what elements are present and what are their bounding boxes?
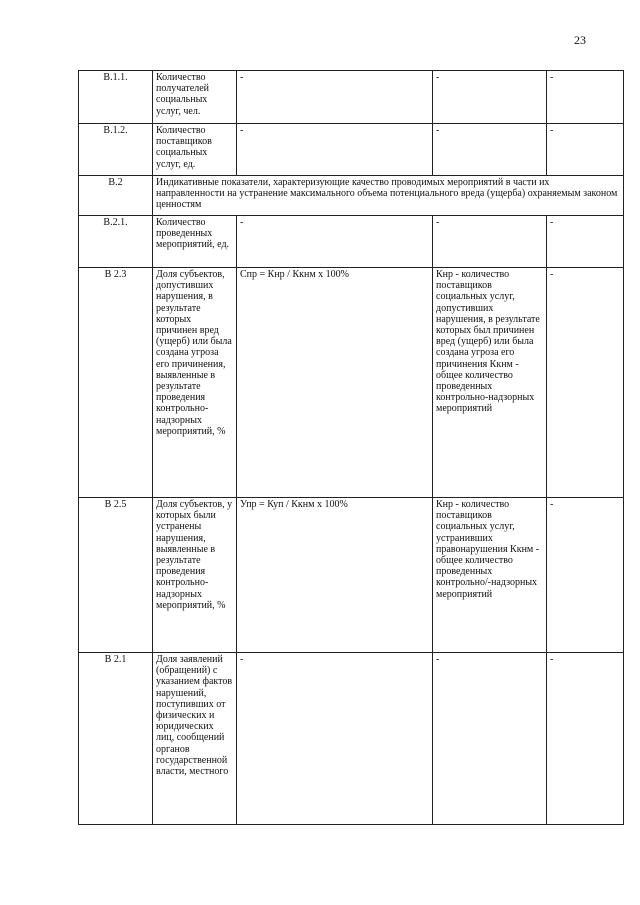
row-code: В 2.1 — [79, 653, 153, 825]
row-extra: - — [547, 268, 624, 498]
row-indicator-name: Количество получателей социальных услуг, чел. — [153, 71, 237, 124]
row-code: В 2.3 — [79, 268, 153, 498]
section-code: В.2 — [79, 176, 153, 216]
row-formula: - — [237, 653, 433, 825]
table-row — [79, 268, 624, 498]
indicators-table — [78, 70, 624, 825]
row-indicator-name: Доля субъектов, у которых были устранены нарушения, выявленные в результате проведения контрольно-надзорных мероприятий, % — [153, 498, 237, 653]
section-title: Индикативные показатели, характеризующие качество проводимых мероприятий в части их направленности на устранение максимального объема потенциального вреда (ущерба) охраняемым законом ценностям — [153, 176, 624, 216]
row-code: В 2.5 — [79, 498, 153, 653]
row-explanation: Кнр - количество поставщиков социальных услуг, допустивших нарушения, в результате которых был причинен вред (ущерб) или была создана угроза его причинения Ккнм - общее количество проведенных контрольно-надзорных мероприятий — [433, 268, 547, 498]
row-formula: Спр = Кнр / Ккнм х 100% — [237, 268, 433, 498]
table-row — [79, 216, 624, 268]
table-row — [79, 653, 624, 825]
row-indicator-name: Количество проведенных мероприятий, ед. — [153, 216, 237, 268]
row-code: В.1.2. — [79, 124, 153, 176]
row-code: В.1.1. — [79, 71, 153, 124]
row-extra: - — [547, 216, 624, 268]
table-row — [79, 71, 624, 124]
row-explanation: Кнр - количество поставщиков социальных услуг, устранивших правонарушения Ккнм - общее количество проведенных контрольно/-надзорных мероприятий — [433, 498, 547, 653]
section-row — [79, 176, 624, 216]
row-explanation: - — [433, 216, 547, 268]
row-formula: - — [237, 216, 433, 268]
row-formula: - — [237, 124, 433, 176]
page-number: 23 — [574, 33, 586, 47]
row-indicator-name: Количество поставщиков социальных услуг, ед. — [153, 124, 237, 176]
row-extra: - — [547, 71, 624, 124]
row-extra: - — [547, 124, 624, 176]
row-formula: - — [237, 71, 433, 124]
row-explanation: - — [433, 124, 547, 176]
row-extra: - — [547, 498, 624, 653]
row-explanation: - — [433, 653, 547, 825]
row-indicator-name: Доля субъектов, допустивших нарушения, в результате которых причинен вред (ущерб) или была создана угроза его причинения, выявленные в результате проведения контрольно-надзорных мероприятий, % — [153, 268, 237, 498]
row-explanation: - — [433, 71, 547, 124]
row-extra: - — [547, 653, 624, 825]
row-indicator-name: Доля заявлений (обращений) с указанием фактов нарушений, поступивших от физических и юридических лиц, сообщений органов государственной власти, местного — [153, 653, 237, 825]
table-row — [79, 498, 624, 653]
row-code: В.2.1. — [79, 216, 153, 268]
table-row — [79, 124, 624, 176]
row-formula: Упр = Куп / Ккнм х 100% — [237, 498, 433, 653]
